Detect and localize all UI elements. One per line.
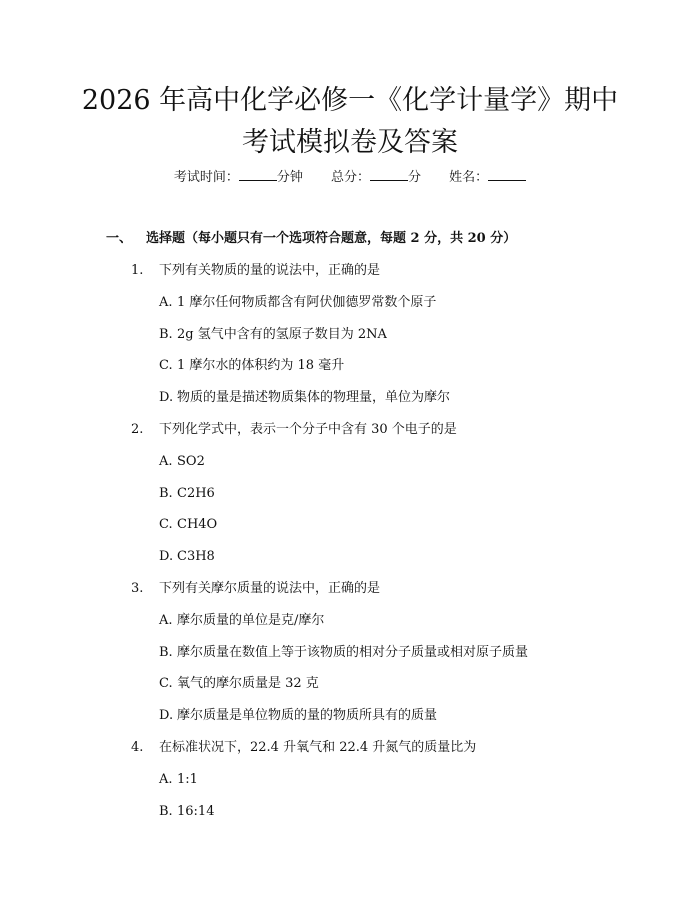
option-text: CH4O: [177, 517, 218, 533]
section-title: 选择题（每小题只有一个选项符合题意，每题 2 分，共 20 分）: [146, 231, 517, 246]
option-text: 2g 氢气中含有的氢原子数目为 2NA: [177, 326, 387, 342]
question-number: 1.: [131, 263, 144, 278]
question-text: 下列化学式中，表示一个分子中含有 30 个电子的是: [159, 422, 457, 437]
option-2-a[interactable]: [159, 453, 205, 471]
option-text: 1 摩尔任何物质都含有阿伏伽德罗常数个原子: [177, 294, 437, 310]
option-label: C.: [159, 358, 173, 374]
option-label: B.: [159, 485, 173, 501]
score-unit: 分: [408, 170, 422, 185]
option-text: 物质的量是描述物质集体的物理量，单位为摩尔: [177, 390, 451, 406]
question-number: 4.: [131, 740, 144, 755]
option-label: A.: [159, 294, 173, 310]
score-label: 总分：: [330, 170, 370, 185]
option-text: C3H8: [177, 549, 215, 565]
question-text: 在标准状况下，22.4 升氧气和 22.4 升氮气的质量比为: [159, 740, 477, 755]
section-heading: [106, 230, 516, 248]
exam-time-field: [174, 168, 303, 187]
time-unit: 分钟: [276, 170, 303, 185]
option-label: A.: [159, 453, 173, 469]
option-label: C.: [159, 676, 173, 692]
option-2-c[interactable]: [159, 516, 217, 534]
option-text: 氧气的摩尔质量是 32 克: [177, 676, 319, 692]
time-label: 考试时间：: [173, 170, 239, 185]
option-label: B.: [159, 803, 173, 819]
option-1-a[interactable]: [159, 294, 436, 312]
option-2-b[interactable]: [159, 485, 215, 503]
option-1-c[interactable]: [159, 357, 344, 375]
option-1-b[interactable]: [159, 326, 387, 344]
option-text: 摩尔质量的单位是克/摩尔: [177, 612, 325, 628]
option-label: A.: [159, 771, 173, 787]
student-name-field: [449, 168, 526, 187]
option-4-b[interactable]: [159, 803, 214, 821]
option-label: B.: [159, 326, 173, 342]
title-line-2: 考试模拟卷及答案: [242, 127, 458, 158]
option-label: D.: [159, 708, 174, 724]
option-3-b[interactable]: [159, 644, 528, 662]
name-label: 姓名：: [449, 170, 489, 185]
question-text: 下列有关摩尔质量的说法中，正确的是: [159, 581, 381, 596]
section-number: 一、: [106, 231, 133, 246]
option-2-d[interactable]: [159, 548, 215, 566]
question-text: 下列有关物质的量的说法中，正确的是: [159, 263, 381, 278]
option-label: B.: [159, 644, 173, 660]
option-label: A.: [159, 612, 173, 628]
option-text: 1 摩尔水的体积约为 18 毫升: [177, 358, 345, 374]
option-text: 1:1: [177, 771, 198, 787]
option-text: 摩尔质量在数值上等于该物质的相对分子质量或相对原子质量: [177, 644, 529, 660]
question-4: [131, 739, 476, 757]
question-number: 2.: [131, 422, 144, 437]
option-label: D.: [159, 390, 174, 406]
question-1: [131, 262, 380, 280]
option-3-c[interactable]: [159, 675, 319, 693]
title-line-1: 2026 年高中化学必修一《化学计量学》期中: [81, 85, 619, 116]
time-blank[interactable]: [239, 168, 277, 181]
option-label: D.: [159, 549, 174, 565]
option-4-a[interactable]: [159, 771, 198, 789]
option-text: C2H6: [177, 485, 215, 501]
option-text: SO2: [177, 453, 205, 469]
option-3-d[interactable]: [159, 707, 437, 725]
exam-meta: [0, 168, 700, 187]
option-text: 16:14: [177, 803, 215, 819]
page-title: [60, 80, 640, 164]
total-score-field: [331, 168, 421, 187]
question-3: [131, 580, 380, 598]
option-label: C.: [159, 517, 173, 533]
option-3-a[interactable]: [159, 612, 324, 630]
score-blank[interactable]: [370, 168, 408, 181]
option-text: 摩尔质量是单位物质的量的物质所具有的质量: [177, 708, 438, 724]
question-number: 3.: [131, 581, 144, 596]
option-1-d[interactable]: [159, 389, 450, 407]
name-blank[interactable]: [488, 168, 526, 181]
question-2: [131, 421, 457, 439]
